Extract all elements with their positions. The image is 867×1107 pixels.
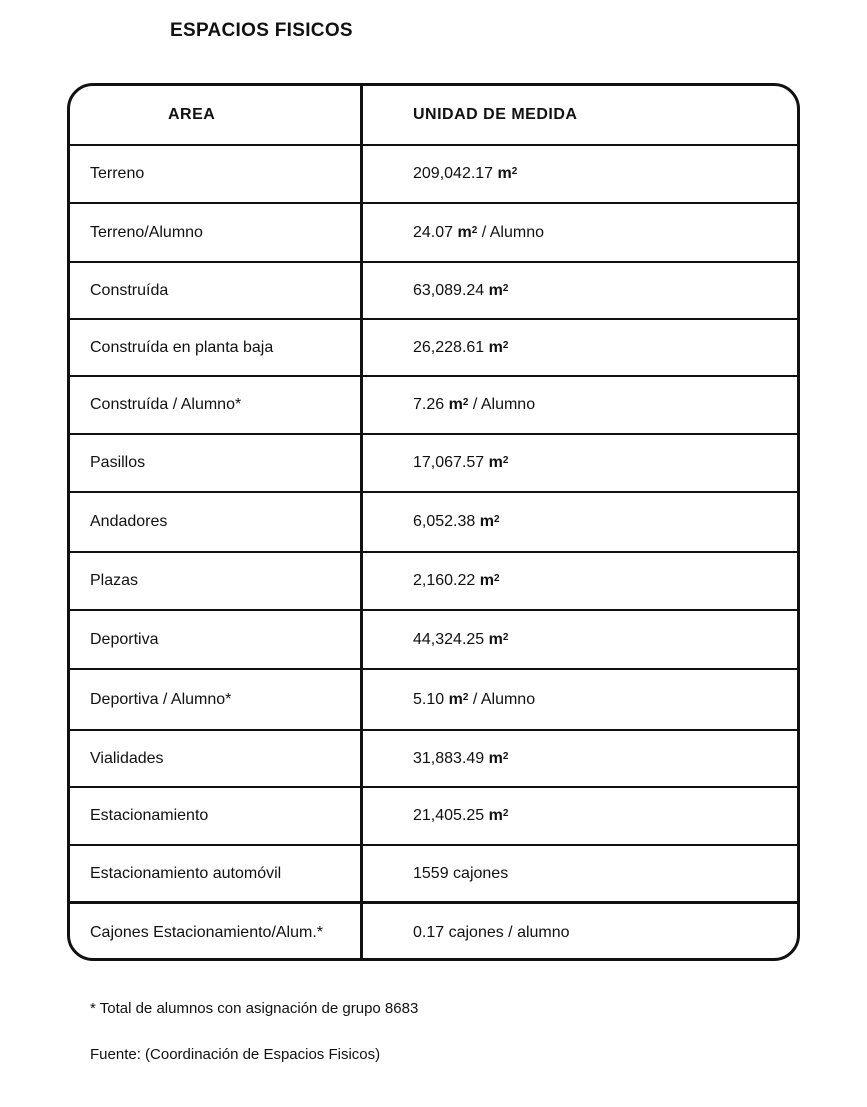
unit-label: m bbox=[448, 396, 463, 413]
table-row bbox=[70, 553, 797, 611]
source-note: Fuente: (Coordinación de Espacios Fisicos) bbox=[90, 1046, 381, 1063]
value-number: 7.26 bbox=[413, 396, 445, 413]
footnote: * Total de alumnos con asignación de grupo 8683 bbox=[90, 1000, 419, 1017]
value-cell: 7.26 m $^2$ / Alumno bbox=[413, 396, 536, 413]
value-cell: 44,324.25 m $^2$ bbox=[413, 630, 509, 648]
value-cell bbox=[413, 904, 787, 961]
value-number: 31,883.49 bbox=[413, 749, 485, 767]
value-cell: 26,228.61 m $^2$ bbox=[413, 338, 509, 356]
value-number: 24.07 bbox=[413, 223, 454, 241]
unit-label: m bbox=[497, 165, 512, 182]
per-student-suffix: / Alumno bbox=[468, 690, 536, 708]
unit-label: m bbox=[488, 807, 503, 824]
area-cell: Construída bbox=[90, 281, 169, 299]
unit-label: m bbox=[488, 749, 503, 767]
area-cell: Construída / Alumno* bbox=[90, 396, 242, 413]
value-number: 5.10 bbox=[413, 690, 445, 708]
area-cell: Construída en planta baja bbox=[90, 338, 274, 356]
value-cell: 6,052.38 m $^2$ bbox=[413, 513, 500, 530]
unit-label: m bbox=[488, 338, 503, 356]
page-title: ESPACIOS FISICOS bbox=[170, 20, 353, 41]
value-cell: 63,089.24 m $^2$ bbox=[413, 281, 509, 299]
table-row bbox=[70, 204, 797, 263]
per-student-suffix: / Alumno bbox=[468, 396, 536, 413]
table-row bbox=[70, 146, 797, 204]
header-area: AREA bbox=[168, 106, 216, 123]
value-cell: 2,160.22 m $^2$ bbox=[413, 572, 500, 589]
unit-label: m bbox=[448, 690, 463, 708]
area-cell: Pasillos bbox=[90, 454, 146, 471]
unit-label: m bbox=[479, 572, 494, 589]
table-row bbox=[70, 377, 797, 435]
table-row bbox=[70, 904, 797, 961]
table-row bbox=[70, 435, 797, 493]
value-number: 26,228.61 bbox=[413, 338, 485, 356]
value-cell: 209,042.17 m $^2$ bbox=[413, 165, 518, 182]
value-number: 0.17 cajones / alumno bbox=[413, 923, 570, 941]
area-cell: Vialidades bbox=[90, 749, 164, 767]
value-number: 1559 cajones bbox=[413, 864, 509, 882]
value-number: 21,405.25 bbox=[413, 807, 485, 824]
area-cell: Cajones Estacionamiento/Alum.* bbox=[90, 923, 324, 941]
table-row bbox=[70, 611, 797, 670]
value-number: 209,042.17 bbox=[413, 165, 494, 182]
area-cell: Estacionamiento automóvil bbox=[90, 864, 282, 882]
area-cell: Deportiva bbox=[90, 630, 159, 648]
table-row bbox=[70, 493, 797, 553]
value-cell: 17,067.57 m $^2$ bbox=[413, 454, 509, 471]
unit-label: m bbox=[457, 223, 472, 241]
table-header-row bbox=[70, 86, 797, 146]
area-cell: Estacionamiento bbox=[90, 807, 209, 824]
header-unidad: UNIDAD DE MEDIDA bbox=[413, 106, 578, 123]
per-student-suffix: / Alumno bbox=[477, 223, 544, 241]
area-cell: Deportiva / Alumno* bbox=[90, 690, 232, 708]
unit-label: m bbox=[488, 630, 503, 648]
value-number: 44,324.25 bbox=[413, 630, 485, 648]
table-row bbox=[70, 320, 797, 377]
table-row bbox=[70, 788, 797, 846]
table-row bbox=[70, 731, 797, 788]
value-number: 17,067.57 bbox=[413, 454, 485, 471]
value-number: 63,089.24 bbox=[413, 281, 485, 299]
area-cell: Terreno bbox=[90, 165, 145, 182]
value-number: 6,052.38 bbox=[413, 513, 476, 530]
area-cell: Terreno/Alumno bbox=[90, 223, 203, 241]
area-cell: Andadores bbox=[90, 513, 168, 530]
table-row bbox=[70, 263, 797, 320]
unit-label: m bbox=[479, 513, 494, 530]
area-cell: Plazas bbox=[90, 572, 139, 589]
value-cell: 24.07 m $^2$ / Alumno bbox=[413, 223, 544, 241]
table-row bbox=[70, 846, 797, 904]
unit-label: m bbox=[488, 454, 503, 471]
unit-label: m bbox=[488, 281, 503, 299]
value-cell: 21,405.25 m $^2$ bbox=[413, 807, 509, 824]
value-number: 2,160.22 bbox=[413, 572, 476, 589]
table-row bbox=[70, 670, 797, 731]
value-cell: 31,883.49 m $^2$ bbox=[413, 749, 509, 767]
value-cell: 5.10 m $^2$ / Alumno bbox=[413, 690, 536, 708]
value-cell bbox=[413, 846, 787, 901]
spaces-table bbox=[67, 83, 800, 961]
